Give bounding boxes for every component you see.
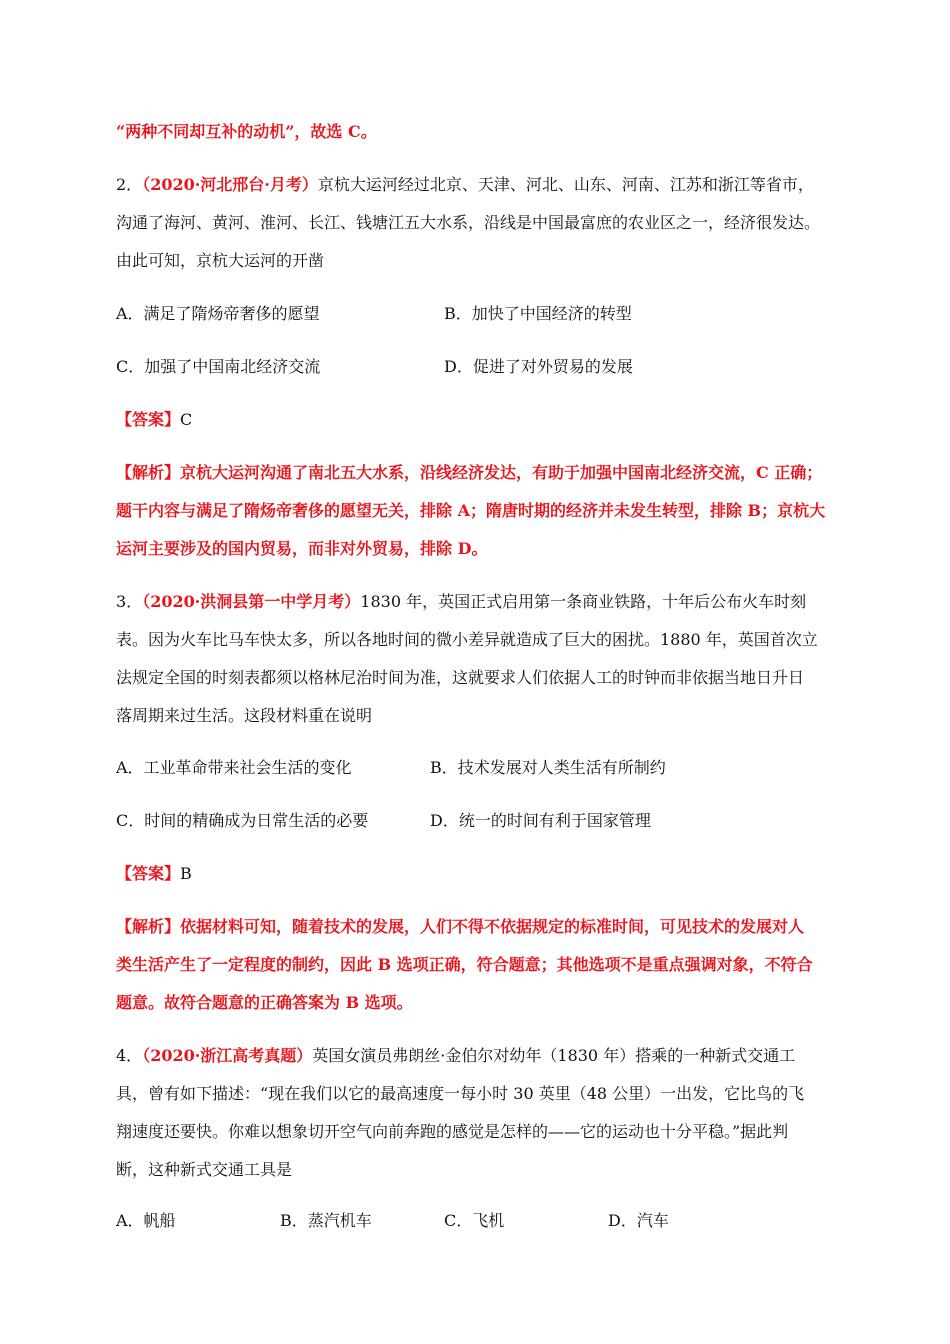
q2-analysis-line-3: 运河主要涉及的国内贸易，而非对外贸易，排除 D。 bbox=[116, 539, 488, 558]
q3-analysis-line-1: 【解析】依据材料可知，随着技术的发展，人们不得不依据规定的标准时间，可见技术的发展对人 bbox=[116, 917, 805, 936]
q3-text-line-3: 法规定全国的时刻表都须以格林尼治时间为准，这就要求人们依据人工的时钟而非依据当地日升日 bbox=[116, 668, 805, 687]
q3-option-c: C．时间的精确成为日常生活的必要 bbox=[116, 811, 369, 830]
q2-option-a: A．满足了隋炀帝奢侈的愿望 bbox=[116, 304, 320, 323]
q4-option-b: B．蒸汽机车 bbox=[280, 1211, 372, 1230]
q2-text-line-1: 京杭大运河经过北京、天津、河北、山东、河南、江苏和浙江等省市， bbox=[317, 175, 814, 194]
q2-analysis-line-2: 题干内容与满足了隋炀帝奢侈的愿望无关，排除 A；隋唐时期的经济并未发生转型，排除 B；京杭大 bbox=[116, 501, 826, 520]
q4-text-line-1: 英国女演员弗朗丝·金伯尔对幼年（1830 年）搭乘的一种新式交通工 bbox=[312, 1046, 796, 1065]
q2-answer-label: 【答案】 bbox=[116, 410, 181, 429]
q3-first-line bbox=[116, 592, 806, 612]
q4-text-line-3: 翔速度还要快。你难以想象切开空气向前奔跑的感觉是怎样的——它的运动也十分平稳。”据此判 bbox=[116, 1122, 789, 1141]
q3-answer bbox=[116, 864, 192, 884]
q3-option-b: B．技术发展对人类生活有所制约 bbox=[430, 758, 666, 777]
q3-text-line-1: 1830 年，英国正式启用第一条商业铁路，十年后公布火车时刻 bbox=[360, 592, 807, 611]
q2-option-c: C．加强了中国南北经济交流 bbox=[116, 357, 321, 376]
q3-text-line-2: 表。因为火车比马车快太多，所以各地时间的微小差异就造成了巨大的困扰。1880 年，英国首次立 bbox=[116, 630, 818, 649]
q4-option-d: D．汽车 bbox=[608, 1211, 669, 1230]
q3-answer-label: 【答案】 bbox=[116, 864, 181, 883]
q4-source: （2020·浙江高考真题） bbox=[142, 1046, 313, 1065]
carry-over-analysis: “两种不同却互补的动机”，故选 C。 bbox=[116, 122, 377, 141]
q4-option-a: A．帆船 bbox=[116, 1211, 176, 1230]
q3-option-a: A．工业革命带来社会生活的变化 bbox=[116, 758, 352, 777]
q3-analysis-line-3: 题意。故符合题意的正确答案为 B 选项。 bbox=[116, 993, 413, 1012]
q3-option-d: D．统一的时间有利于国家管理 bbox=[430, 811, 651, 830]
q3-answer-value: B bbox=[180, 864, 192, 883]
q3-text-line-4: 落周期来过生活。这段材料重在说明 bbox=[116, 706, 373, 725]
q4-text-line-2: 具，曾有如下描述：“现在我们以它的最高速度一每小时 30 英里（48 公里）一出发，它比鸟的飞 bbox=[116, 1084, 805, 1103]
q2-text-line-3: 由此可知，京杭大运河的开凿 bbox=[116, 251, 325, 270]
q2-source: （2020·河北邢台·月考） bbox=[142, 175, 318, 194]
q3-source: （2020·洪洞县第一中学月考） bbox=[142, 592, 361, 611]
q2-analysis-line-1: 【解析】京杭大运河沟通了南北五大水系，沿线经济发达，有助于加强中国南北经济交流，C 正确； bbox=[116, 463, 823, 482]
q3-analysis-line-2: 类生活产生了一定程度的制约，因此 B 选项正确，符合题意；其他选项不是重点强调对象，不符合 bbox=[116, 955, 813, 974]
q4-text-line-4: 断，这种新式交通工具是 bbox=[116, 1160, 293, 1179]
q2-text-line-2: 沟通了海河、黄河、淮河、长江、钱塘江五大水系，沿线是中国最富庶的农业区之一，经济很发达。 bbox=[116, 213, 821, 232]
q4-first-line bbox=[116, 1046, 795, 1066]
q3-number: 3． bbox=[116, 592, 143, 611]
q2-number: 2． bbox=[116, 175, 143, 194]
q2-option-d: D．促进了对外贸易的发展 bbox=[444, 357, 633, 376]
q2-option-b: B．加快了中国经济的转型 bbox=[444, 304, 632, 323]
q2-answer bbox=[116, 410, 192, 430]
q4-option-c: C．飞机 bbox=[444, 1211, 505, 1230]
q2-first-line bbox=[116, 175, 814, 195]
q2-answer-value: C bbox=[180, 410, 193, 429]
q4-number: 4． bbox=[116, 1046, 143, 1065]
